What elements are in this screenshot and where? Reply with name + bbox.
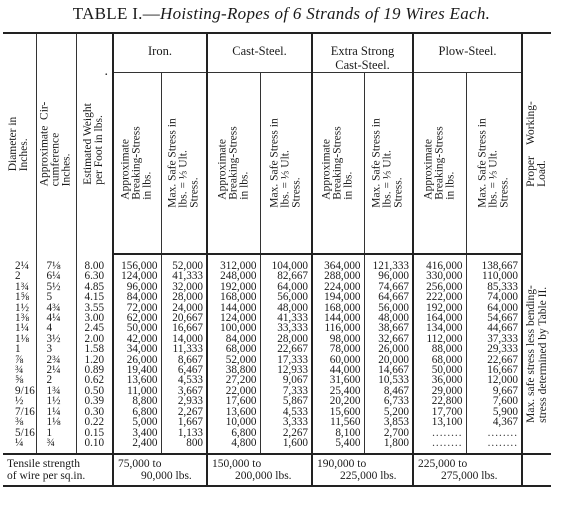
cell-ex-b: 224,000: [312, 282, 364, 292]
tensile-cast-steel-cell: [207, 454, 312, 486]
cell-circ: 1¼: [36, 407, 76, 417]
cell-cast-s: 1,600: [260, 438, 312, 454]
cell-plow-b: ........: [413, 438, 466, 454]
header-weight: . Estimated Weight per Foot in lbs.: [76, 33, 113, 254]
cell-plow-b: 256,000: [413, 282, 466, 292]
cell-cast-s: 56,000: [260, 292, 312, 302]
cell-dia: 9/16: [15, 385, 35, 397]
cell-cast-b: 144,000: [207, 303, 260, 313]
header-iron-breaking: Approximate Breaking-Stress in lbs.: [113, 73, 161, 255]
cell-iron-s: 2,933: [161, 396, 207, 406]
cell-plow-b: 134,000: [413, 323, 466, 333]
cell-cast-s: 104,000: [260, 254, 312, 271]
cell-circ: 2¾: [36, 355, 76, 365]
cell-wt: 0.89: [76, 365, 113, 375]
header-cast-breaking: Approximate Breaking-Stress in lbs.: [207, 73, 260, 255]
cell-iron-s: 20,667: [161, 313, 207, 323]
tensile-iron-cell: [113, 454, 207, 486]
cell-iron-s: 32,000: [161, 282, 207, 292]
cell-ex-s: 20,000: [364, 355, 413, 365]
cell-circ: 1: [36, 428, 76, 438]
cell-cast-b: 27,200: [207, 375, 260, 385]
cell-plow-s: 138,667: [466, 254, 522, 271]
cell-circ: 4¾: [36, 303, 76, 313]
cell-plow-s: 16,667: [466, 365, 522, 375]
cell-ex-b: 116,000: [312, 323, 364, 333]
cell-ex-b: 5,400: [312, 438, 364, 454]
cell-circ: 4¼: [36, 313, 76, 323]
cell-ex-b: 20,200: [312, 396, 364, 406]
cell-cast-b: 38,800: [207, 365, 260, 375]
cell-plow-b: 36,000: [413, 375, 466, 385]
cell-dia: ¾: [15, 365, 24, 376]
cell-cast-b: 248,000: [207, 271, 260, 281]
cell-cast-b: 13,600: [207, 407, 260, 417]
cell-wt: 0.30: [76, 407, 113, 417]
cell-dia: ¼: [15, 437, 24, 449]
table-row: [3, 386, 551, 396]
hoisting-ropes-table: [3, 32, 551, 487]
table-row: [3, 282, 551, 292]
cell-wt: 0.15: [76, 428, 113, 438]
cell-iron-b: 34,000: [113, 344, 161, 354]
cell-iron-s: 1,133: [161, 428, 207, 438]
table-row: [3, 417, 551, 427]
cell-plow-s: 54,667: [466, 313, 522, 323]
table-row: [3, 323, 551, 333]
cell-plow-b: 68,000: [413, 355, 466, 365]
cell-ex-s: 38,667: [364, 323, 413, 333]
cell-iron-s: 4,533: [161, 375, 207, 385]
header-plow-safe: Max. Safe Stress in lbs. = ⅓ Ult. Stress.: [466, 73, 522, 255]
cell-cast-s: 4,533: [260, 407, 312, 417]
cell-ex-b: 288,000: [312, 271, 364, 281]
cell-wt: 0.10: [76, 438, 113, 454]
cell-circ: 2¼: [36, 365, 76, 375]
cell-dia: 1⅜: [15, 313, 29, 324]
cell-cast-s: 2,267: [260, 428, 312, 438]
cell-ex-s: 96,000: [364, 271, 413, 281]
table-row: [3, 428, 551, 438]
cell-plow-s: ........: [466, 428, 522, 438]
cell-ex-b: 194,000: [312, 292, 364, 302]
table-row: [3, 303, 551, 313]
cell-dia: 2: [15, 271, 21, 282]
cell-ex-s: 8,467: [364, 386, 413, 396]
cell-cast-s: 12,933: [260, 365, 312, 375]
cell-iron-b: 2,400: [113, 438, 161, 454]
cell-plow-s: 9,667: [466, 386, 522, 396]
group-plow-steel: Plow-Steel.: [413, 33, 522, 73]
cell-iron-b: 96,000: [113, 282, 161, 292]
cell-cast-s: 3,333: [260, 417, 312, 427]
table-row: [3, 292, 551, 302]
cell-cast-s: 64,000: [260, 282, 312, 292]
cell-ex-b: 78,000: [312, 344, 364, 354]
cell-plow-b: 17,700: [413, 407, 466, 417]
cell-iron-s: 41,333: [161, 271, 207, 281]
cell-ex-b: 98,000: [312, 334, 364, 344]
cell-ex-b: 364,000: [312, 254, 364, 271]
tensile-label: Tensile strength of wire per sq.in.: [7, 458, 86, 483]
table-row: [3, 271, 551, 281]
cell-iron-s: 2,267: [161, 407, 207, 417]
cell-iron-s: 3,667: [161, 386, 207, 396]
cell-cast-b: 17,600: [207, 396, 260, 406]
cell-dia: 1⅝: [15, 292, 29, 303]
tensile-label-cell: [3, 454, 113, 486]
cell-plow-b: 112,000: [413, 334, 466, 344]
group-cast-steel: Cast-Steel.: [207, 33, 312, 73]
group-iron: Iron.: [113, 33, 207, 73]
group-extra-strong: Extra Strong Cast-Steel.: [312, 33, 413, 73]
cell-ex-s: 64,667: [364, 292, 413, 302]
cell-cast-b: 10,000: [207, 417, 260, 427]
cell-cast-b: 192,000: [207, 282, 260, 292]
cell-ex-b: 60,000: [312, 355, 364, 365]
cell-cast-s: 33,333: [260, 323, 312, 333]
cell-wt: 1.58: [76, 344, 113, 354]
cell-circ: 3: [36, 344, 76, 354]
cell-iron-s: 8,667: [161, 355, 207, 365]
cell-wt: 3.00: [76, 313, 113, 323]
cell-iron-b: 3,400: [113, 428, 161, 438]
cell-cast-s: 17,333: [260, 355, 312, 365]
cell-circ: 3½: [36, 334, 76, 344]
cell-ex-b: 144,000: [312, 313, 364, 323]
cell-plow-b: 13,100: [413, 417, 466, 427]
cell-ex-s: 2,700: [364, 428, 413, 438]
cell-cast-s: 5,867: [260, 396, 312, 406]
cell-iron-b: 6,800: [113, 407, 161, 417]
cell-iron-b: 42,000: [113, 334, 161, 344]
cell-ex-s: 32,667: [364, 334, 413, 344]
cell-plow-s: 85,333: [466, 282, 522, 292]
header-cast-safe: Max. Safe Stress in lbs. = ⅓ Ult. Stress.: [260, 73, 312, 255]
table-row: [3, 355, 551, 365]
cell-plow-s: 7,600: [466, 396, 522, 406]
cell-plow-b: 29,000: [413, 386, 466, 396]
cell-plow-b: ........: [413, 428, 466, 438]
cell-wt: 1.20: [76, 355, 113, 365]
cell-wt: 0.62: [76, 375, 113, 385]
cell-circ: 5: [36, 292, 76, 302]
cell-iron-s: 24,000: [161, 303, 207, 313]
cell-iron-s: 28,000: [161, 292, 207, 302]
cell-ex-s: 14,667: [364, 365, 413, 375]
cell-plow-b: 22,800: [413, 396, 466, 406]
cell-cast-s: 22,667: [260, 344, 312, 354]
cell-iron-b: 13,600: [113, 375, 161, 385]
tensile-strength-row: [3, 454, 551, 486]
cell-dia: ½: [15, 396, 24, 407]
cell-iron-s: 800: [161, 438, 207, 454]
table-row: [3, 375, 551, 385]
cell-cast-b: 100,000: [207, 323, 260, 333]
cell-ex-b: 25,400: [312, 386, 364, 396]
cell-plow-b: 330,000: [413, 271, 466, 281]
cell-dia: ⅞: [15, 354, 24, 366]
cell-ex-b: 8,100: [312, 428, 364, 438]
cell-iron-b: 50,000: [113, 323, 161, 333]
header-proper-working-load: Proper Working- Load.: [522, 33, 551, 254]
cell-iron-b: 156,000: [113, 254, 161, 271]
cell-iron-b: 72,000: [113, 303, 161, 313]
cell-cast-s: 7,333: [260, 386, 312, 396]
cell-cast-b: 84,000: [207, 334, 260, 344]
table-row: [3, 407, 551, 417]
tensile-blank-cell: [522, 454, 551, 486]
cell-wt: 0.39: [76, 396, 113, 406]
cell-wt: 2.45: [76, 323, 113, 333]
cell-wt: 4.85: [76, 282, 113, 292]
cell-iron-s: 1,667: [161, 417, 207, 427]
cell-circ: 1⅛: [36, 417, 76, 427]
table-row: [3, 254, 551, 271]
cell-plow-s: 37,333: [466, 334, 522, 344]
cell-circ: ¾: [36, 438, 76, 454]
cell-cast-b: 22,000: [207, 386, 260, 396]
cell-iron-b: 124,000: [113, 271, 161, 281]
cell-cast-b: 4,800: [207, 438, 260, 454]
table-title-italic: Hoisting-Ropes of 6 Strands of 19 Wires Each.: [160, 4, 491, 23]
cell-plow-s: 22,667: [466, 355, 522, 365]
header-dot: .: [104, 64, 108, 79]
cell-wt: 4.15: [76, 292, 113, 302]
cell-wt: 3.55: [76, 303, 113, 313]
cell-circ: 2: [36, 375, 76, 385]
cell-cast-s: 28,000: [260, 334, 312, 344]
cell-iron-s: 11,333: [161, 344, 207, 354]
table-title-prefix: TABLE I.—: [72, 4, 161, 23]
tensile-extra-strong-cell: [312, 454, 413, 486]
cell-wt: 2.00: [76, 334, 113, 344]
cell-cast-b: 168,000: [207, 292, 260, 302]
cell-cast-b: 68,000: [207, 344, 260, 354]
header-extra-safe: Max. Safe Stress in lbs. = ⅓ Ult. Stress.: [364, 73, 413, 255]
cell-iron-s: 52,000: [161, 254, 207, 271]
cell-ex-s: 56,000: [364, 303, 413, 313]
cell-plow-b: 88,000: [413, 344, 466, 354]
cell-cast-s: 82,667: [260, 271, 312, 281]
cell-ex-s: 3,853: [364, 417, 413, 427]
cell-dia: ⅜: [15, 417, 24, 428]
cell-wt: 8.00: [76, 254, 113, 271]
cell-ex-s: 26,000: [364, 344, 413, 354]
tensile-extra-strong: 190,000 to 225,000 lbs.: [317, 458, 397, 483]
tensile-cast-steel: 150,000 to 200,000 lbs.: [212, 458, 292, 483]
proper-load-note: Max. safe stress less bending- stress determined by Table II.: [525, 284, 549, 423]
cell-cast-b: 52,000: [207, 355, 260, 365]
cell-ex-s: 6,733: [364, 396, 413, 406]
cell-iron-b: 19,400: [113, 365, 161, 375]
cell-iron-b: 62,000: [113, 313, 161, 323]
cell-wt: 0.50: [76, 386, 113, 396]
cell-plow-b: 164,000: [413, 313, 466, 323]
cell-dia: 2¼: [15, 259, 29, 272]
cell-plow-s: 64,000: [466, 303, 522, 313]
cell-circ: 1½: [36, 396, 76, 406]
cell-plow-s: 110,000: [466, 271, 522, 281]
cell-ex-s: 48,000: [364, 313, 413, 323]
cell-wt: 6.30: [76, 271, 113, 281]
cell-ex-b: 15,600: [312, 407, 364, 417]
cell-plow-s: ........: [466, 438, 522, 454]
cell-ex-b: 11,560: [312, 417, 364, 427]
cell-cast-s: 9,067: [260, 375, 312, 385]
cell-ex-s: 1,800: [364, 438, 413, 454]
header-circumference: Approximate Cir- cumference Inches.: [36, 33, 76, 254]
cell-ex-b: 31,600: [312, 375, 364, 385]
cell-dia: 1¼: [15, 323, 29, 334]
cell-plow-s: 5,900: [466, 407, 522, 417]
table-title: [0, 4, 563, 24]
tensile-plow-steel-cell: [413, 454, 522, 486]
cell-iron-b: 8,800: [113, 396, 161, 406]
tensile-plow-steel: 225,000 to 275,000 lbs.: [418, 458, 498, 483]
cell-dia: ⅝: [15, 375, 24, 386]
header-diameter: Diameter in Inches.: [3, 33, 36, 254]
cell-plow-s: 12,000: [466, 375, 522, 385]
cell-cast-s: 48,000: [260, 303, 312, 313]
table-row: [3, 396, 551, 406]
cell-iron-s: 16,667: [161, 323, 207, 333]
cell-plow-b: 192,000: [413, 303, 466, 313]
cell-ex-b: 44,000: [312, 365, 364, 375]
cell-ex-s: 10,533: [364, 375, 413, 385]
cell-iron-b: 26,000: [113, 355, 161, 365]
cell-ex-s: 121,333: [364, 254, 413, 271]
cell-ex-b: 168,000: [312, 303, 364, 313]
cell-cast-b: 312,000: [207, 254, 260, 271]
cell-ex-s: 74,667: [364, 282, 413, 292]
table-row: [3, 344, 551, 354]
table-row: [3, 365, 551, 375]
cell-circ: 6¼: [36, 271, 76, 281]
table-row: [3, 334, 551, 344]
cell-plow-b: 50,000: [413, 365, 466, 375]
cell-cast-s: 41,333: [260, 313, 312, 323]
cell-circ: 7⅛: [36, 254, 76, 271]
cell-plow-b: 416,000: [413, 254, 466, 271]
table-row: [3, 438, 551, 454]
cell-dia: 5/16: [15, 427, 35, 438]
cell-dia: 1: [15, 344, 21, 355]
cell-plow-s: 29,333: [466, 344, 522, 354]
cell-dia: 7/16: [15, 406, 35, 418]
header-plow-breaking: Approximate Breaking-Stress in lbs.: [413, 73, 466, 255]
tensile-iron: 75,000 to 90,000 lbs.: [118, 458, 192, 483]
cell-circ: 5½: [36, 282, 76, 292]
cell-circ: 1¾: [36, 386, 76, 396]
cell-plow-b: 222,000: [413, 292, 466, 302]
cell-iron-b: 11,000: [113, 386, 161, 396]
cell-iron-b: 5,000: [113, 417, 161, 427]
cell-plow-s: 74,000: [466, 292, 522, 302]
cell-wt: 0.22: [76, 417, 113, 427]
cell-iron-b: 84,000: [113, 292, 161, 302]
cell-dia: 1¾: [15, 281, 29, 293]
cell-iron-s: 14,000: [161, 334, 207, 344]
table-row: [3, 313, 551, 323]
cell-circ: 4: [36, 323, 76, 333]
header-extra-breaking: Approximate Breaking-Stress in lbs.: [312, 73, 364, 255]
header-iron-safe: Max. Safe Stress in lbs. = ⅓ Ult. Stress.: [161, 73, 207, 255]
cell-dia: 1⅛: [15, 333, 29, 345]
cell-dia: 1½: [15, 302, 29, 314]
cell-plow-s: 4,367: [466, 417, 522, 427]
cell-cast-b: 6,800: [207, 428, 260, 438]
group-header-row: [3, 33, 551, 73]
cell-ex-s: 5,200: [364, 407, 413, 417]
cell-cast-b: 124,000: [207, 313, 260, 323]
proper-load-note-cell: [522, 254, 551, 454]
cell-plow-s: 44,667: [466, 323, 522, 333]
cell-iron-s: 6,467: [161, 365, 207, 375]
